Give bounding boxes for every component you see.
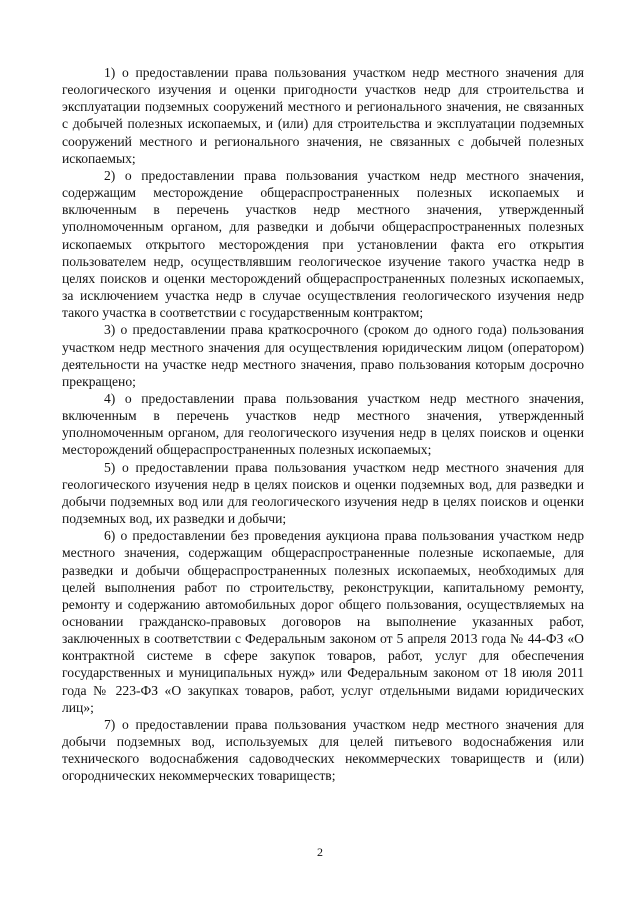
paragraph-item-6: 6) о предоставлении без проведения аукциона права пользования участком недр местного значения, содержащим общераспространенные полезные ископаемые, для разведки и добычи общераспространенных полезных ископаемых, необходимых для целей выполнения работ по строительству, реконструкции, капитальному ремонту, ремонту и содержанию автомобильных дорог общего пользования, осуществляемых на основании гражданско-правовых договоров на выполнение указанных работ, заключенных в соответствии с Федеральным законом от 5 апреля 2013 года № 44-ФЗ «О контрактной системе в сфере закупок товаров, работ, услуг для обеспечения государственных и муниципальных нужд» или Федеральным законом от 18 июля 2011 года № 223-ФЗ «О закупках товаров, работ, услуг отдельными видами юридических лиц»; [62,528,584,715]
paragraph-item-5: 5) о предоставлении права пользования участком недр местного значения для геологического изучения недр в целях поисков и оценки подземных вод, для разведки и добычи подземных вод или для геологического изучения недр в целях поисков и оценки подземных вод, их разведки и добычи; [62,459,584,527]
document-body [62,64,584,785]
paragraph-item-3: 3) о предоставлении права краткосрочного (сроком до одного года) пользования участком недр местного значения для осуществления юридическим лицом (оператором) деятельности на участке недр местного значения, право пользования которым досрочно прекращено; [62,322,584,389]
paragraph-item-4: 4) о предоставлении права пользования участком недр местного значения, включенным в перечень участков недр местного значения, утвержденный уполномоченным органом, для геологического изучения недр в целях поисков и оценки месторождений общераспространенных полезных ископаемых; [62,390,584,458]
page-number: 2 [317,845,323,859]
paragraph-item-7: 7) о предоставлении права пользования участком недр местного значения для добычи подземных вод, используемых для целей питьевого водоснабжения или технического водоснабжения садоводческих некоммерческих товариществ и (или) огороднических некоммерческих товариществ; [62,716,584,784]
paragraph-item-2: 2) о предоставлении права пользования участком недр местного значения, содержащим месторождение общераспространенных полезных ископаемых и включенным в перечень участков недр местного значения, утвержденный уполномоченным органом, для разведки и добычи общераспространенных полезных ископаемых открытого месторождения при установлении факта его открытия пользователем недр, осуществлявшим геологическое изучение такого участка недр в целях поисков и оценки месторождений общераспространенных полезных ископаемых, за исключением участка недр в случае осуществления геологического изучения недр такого участка в соответствии с государственным контрактом; [62,167,584,321]
paragraph-item-1: 1) о предоставлении права пользования участком недр местного значения для геологического изучения и оценки пригодности участков недр для строительства и эксплуатации подземных сооружений местного и регионального значения, не связанных с добычей полезных ископаемых, и (или) для строительства и эксплуатации подземных сооружений местного и регионального значения, не связанных с добычей полезных ископаемых; [62,65,584,166]
